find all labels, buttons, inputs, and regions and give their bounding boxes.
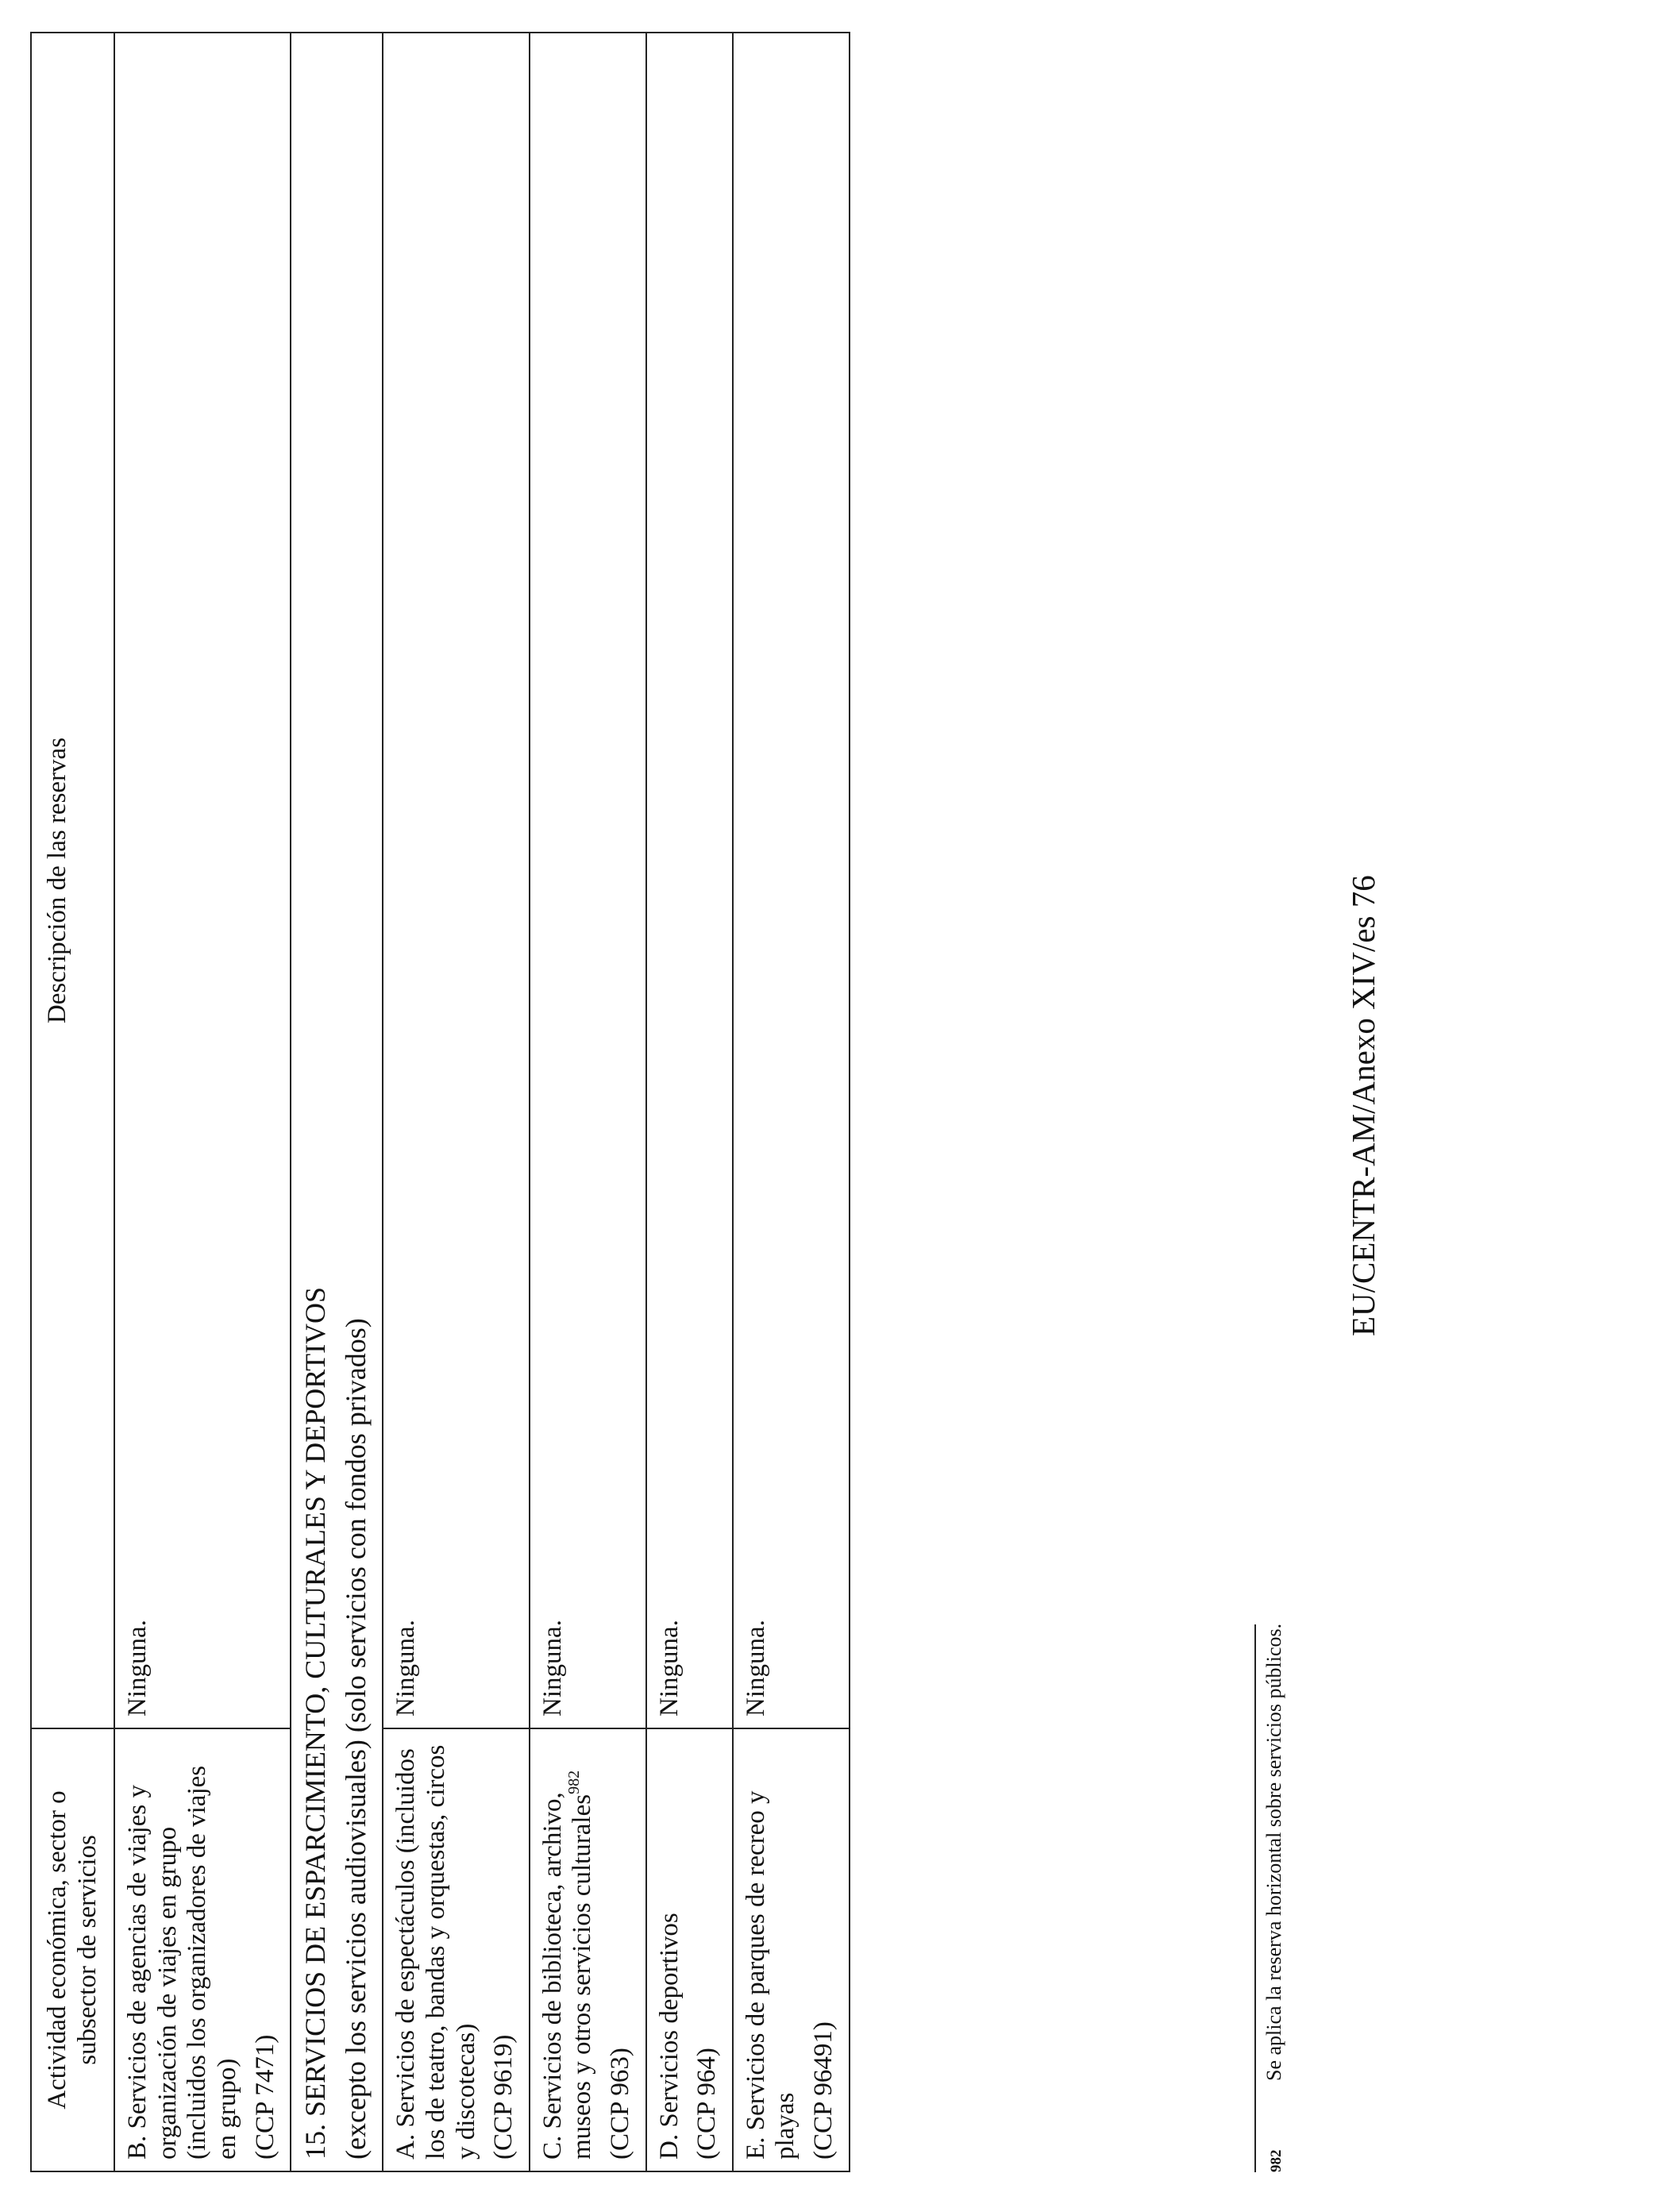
activity-text bbox=[538, 1740, 598, 2160]
activity-cell bbox=[383, 1728, 529, 2171]
table-row bbox=[530, 33, 646, 2171]
reservation-cell: Ninguna. bbox=[114, 33, 291, 1728]
ccp-code: (CCP 7471) bbox=[250, 2034, 279, 2160]
reservation-cell: Ninguna. bbox=[383, 33, 529, 1728]
reservation-cell: Ninguna. bbox=[530, 33, 646, 1728]
reservation-cell: Ninguna. bbox=[733, 33, 850, 1728]
activity-text-body: C. Servicios de biblioteca, archivo, museos y otros servicios culturales bbox=[538, 1792, 597, 2160]
footnote-divider bbox=[1254, 1624, 1256, 2172]
section-row bbox=[291, 33, 383, 2171]
table-row bbox=[733, 33, 850, 2171]
document-reference: EU/CENTR-AM/Anexo XIV/es 76 bbox=[1345, 875, 1381, 1336]
activity-cell bbox=[114, 1728, 291, 2171]
activity-text: A. Servicios de espectáculos (incluidos los de teatro, bandas y orquestas, circos y discotecas) bbox=[391, 1744, 480, 2160]
ccp-code: (CCP 964) bbox=[692, 2048, 722, 2160]
header-activity: Actividad económica, sector o subsector de servicios bbox=[31, 1728, 114, 2171]
ccp-code: (CCP 96491) bbox=[809, 2021, 838, 2160]
section-subtitle: (excepto los servicios audiovisuales) (solo servicios con fondos privados) bbox=[340, 1318, 372, 2160]
activity-text: E. Servicios de parques de recreo y playas bbox=[741, 1790, 800, 2160]
activity-cell bbox=[733, 1728, 850, 2171]
table-row bbox=[114, 33, 291, 2171]
activity-cell bbox=[530, 1728, 646, 2171]
footnote-text: Se aplica la reserva horizontal sobre servicios públicos. bbox=[1262, 1623, 1285, 2081]
reservation-cell: Ninguna. bbox=[646, 33, 733, 1728]
table-row bbox=[383, 33, 529, 2171]
section-title: 15. SERVICIOS DE ESPARCIMIENTO, CULTURALES Y DEPORTIVOS bbox=[299, 1286, 332, 2160]
footnote-reference: 982 bbox=[565, 1770, 584, 1794]
reservations-table bbox=[30, 32, 850, 2172]
table-row bbox=[646, 33, 733, 2171]
activity-text: D. Servicios deportivos bbox=[654, 1913, 684, 2160]
ccp-code: (CCP 9619) bbox=[489, 2034, 518, 2160]
ccp-code: (CCP 963) bbox=[605, 2048, 634, 2160]
activity-text: B. Servicios de agencias de viajes y organización de viajes en grupo (incluidos los organizadores de viajes en grupo) bbox=[123, 1765, 242, 2160]
header-description: Descripción de las reservas bbox=[31, 33, 114, 1728]
activity-cell bbox=[646, 1728, 733, 2171]
table-header-row bbox=[31, 33, 114, 2171]
section-heading-cell bbox=[291, 33, 383, 2171]
footnote-number: 982 bbox=[1268, 2149, 1285, 2172]
